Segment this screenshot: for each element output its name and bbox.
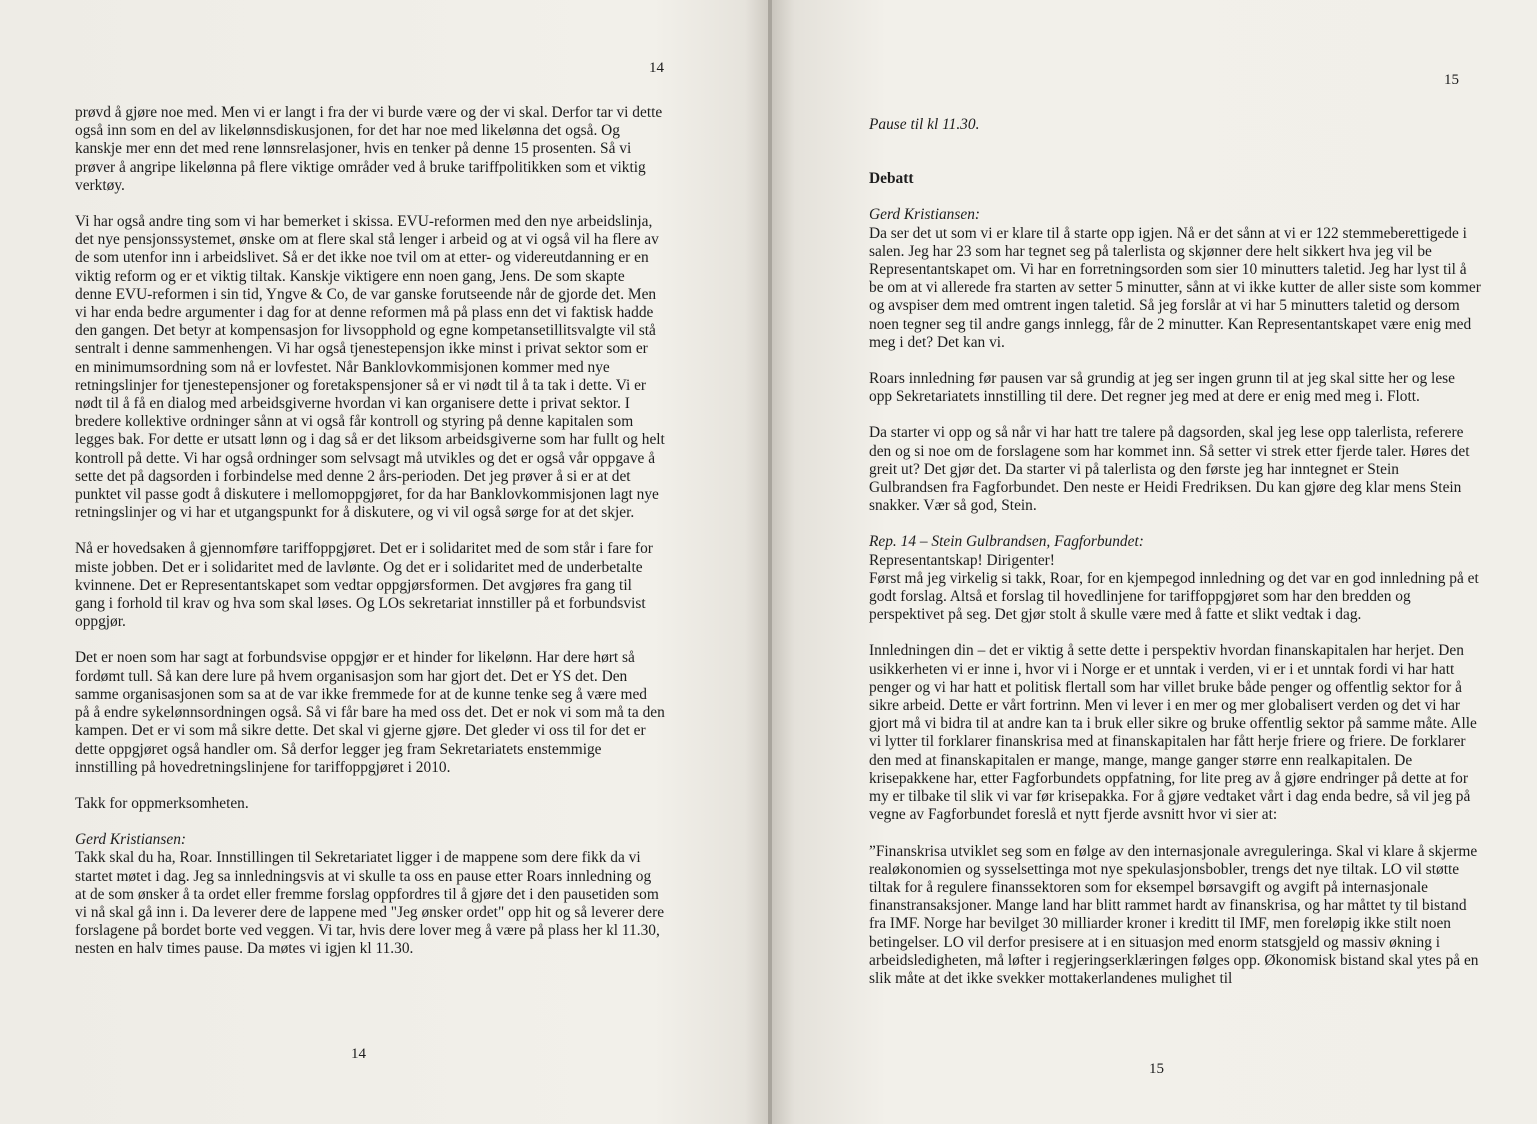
paragraph: Nå er hovedsaken å gjennomføre tariffoppgjøret. Det er i solidaritet med de som står i fare for miste jobben. Det er i solidaritet med de lavlønte. Og det er i solidaritet med de underbetalte kvinnene. Det er Representantskapet som vedtar oppgjørsformen. Det avgjøres fra gang til gang i forhold til krav og hva som skal løses. Og LOs sekretariat innstiller på et forbundsvist oppgjør. [75,540,653,631]
page-number-top: 15 [1444,72,1459,88]
speaker-text: Da ser det ut som vi er klare til å starte opp igjen. Nå er det sånn at vi er 122 stemmeberettigede i salen. Jeg har 23 som har tegnet seg på talerlista og skjønner dere helt sikkert hva jeg vil be Representantskapet om. Vi har en forretningsorden som sier 10 minutters taletid. Jeg har lyst til å be om at vi allerede fra starten av setter 5 minutter, sånn at vi ikke kutter de aller siste som kommer og avspiser dem med omtrent ingen taletid. Så jeg forslår at vi har 5 minutters taletid og dersom noen tegner seg til andre gangs innlegg, får de 2 minutter. Kan Representantskapet være enig med meg i det? Det kan vi. [869,224,1481,351]
speaker-block [869,206,1481,352]
speaker-name: Rep. 14 – Stein Gulbrandsen, Fagforbundet: [869,533,1144,551]
speaker-block [869,533,1481,624]
speaker-text: Takk skal du ha, Roar. Innstillingen til Sekretariatet ligger i de mappene som dere fikk da vi startet møtet i dag. Jeg sa innledningsvis at vi skulle ta oss en pause etter Roars innledning og at de som ønsker å ta ordet eller fremme forslag oppfordres til å gjøre det i den pausetiden som vi nå skal gå inn i. Da leverer dere de lappene med "Jeg ønsker ordet" opp hit og så leverer dere forslagene på bordet borte ved veggen. Vi tar, hvis dere lover meg å være på plass her kl 11.30, nesten en halv times pause. Da møtes vi igjen kl 11.30. [75,849,665,958]
right-page [772,0,1537,1124]
right-page-text [869,116,1481,988]
paragraph: Roars innledning før pausen var så grundig at jeg ser ingen grunn til at jeg skal sitte her og lese opp Sekretariatets innstilling til dere. Det regner jeg med at dere er enig med meg i. Flott. [869,370,1455,406]
paragraph: Takk for oppmerksomheten. [75,794,249,812]
speaker-greeting: Representantskap! Dirigenter! [869,551,1055,569]
paragraph: Vi har også andre ting som vi har bemerket i skissa. EVU-reformen med den nye arbeidslinja, det nye pensjonssystemet, ønske om at flere skal stå lenger i arbeid og at vi også vil ha flere av de som utenfor inn i arbeidslivet. Så er det ikke noe tvil om at etter- og videreutdanning er en viktig reform og er et viktig tiltak. Kanskje viktigere enn noen gang, Jens. De som skapte denne EVU-reformen i sin tid, Yngve & Co, de var ganske forutseende når de gjorde det. Men vi har enda bedre argumenter i dag for at denne reformen må på plass enn det vi faktisk hadde den gangen. Det betyr at kompensasjon for livsopphold og egne kompetansetillitsvalgte vil stå sentralt i denne sammenhengen. Vi har også tjenestepensjon ikke minst i privat sektor som er en minimumsordning som nå er lovfestet. Når Banklovkommisjonen kommer med nye retningslinjer for tjenestepensjoner og foretakspensjoner så er vi nødt til å ta tak i dette. Vi er nødt til å få en dialog med arbeidsgiverne hvordan vi kan organisere dette i privat sektor. I bredere kollektive ordninger sånn at vi også får kontroll og styring på denne kapitalen som legges bak. For dette er utsatt lønn og i dag så er det liksom arbeidsgiverne som har fullt og helt kontroll på dette. Vi har også ordninger som selvsagt må utvikles og det er også vår oppgave å sette det på dagsorden i forbindelse med denne 2 års-perioden. Det jeg prøver å si er at det punktet vil passe godt å diskutere i mellomoppgjøret, for da har Banklovkommisjonen lagt nye retningslinjer og vi har et utgangspunkt for å diskutere, og vi vil også sørge for at det skjer. [75,213,665,522]
page-number-bottom: 14 [351,1046,366,1062]
left-page [0,0,768,1124]
paragraph: Da starter vi opp og så når vi har hatt tre talere på dagsorden, skal jeg lese opp talerlista, referere den og si noe om de forslagene som har kommet inn. Så setter vi strek etter fjerde taler. Høres det greit ut? Det gjør det. Da starter vi på talerlista og den første jeg har inntegnet er Stein Gulbrandsen fra Fagforbundet. Den neste er Heidi Fredriksen. Du kan gjøre deg klar mens Stein snakker. Vær så god, Stein. [869,424,1470,515]
pause-note: Pause til kl 11.30. [869,116,980,133]
paragraph: Det er noen som har sagt at forbundsvise oppgjør er et hinder for likelønn. Har dere hørt så fordømt tull. Så kan dere lure på hvem organisasjon som har gjort det. Det er YS det. Den samme organisasjonen som sa at de var ikke fremmede for at de kunne tenke seg å være med på å endre sykelønnsordningen også. Så vi får bare ha med oss det. Det er nok vi som må ta den kampen. Det er vi som må sikre dette. Det skal vi gjerne gjøre. Det gleder vi oss til for det er dette oppgjøret også handler om. Så derfor legger jeg fram Sekretariatets enstemmige innstilling på hovedretningslinjene for tariffoppgjøret i 2010. [75,649,665,776]
speaker-name: Gerd Kristiansen: [869,206,981,224]
page-number-bottom: 15 [1149,1061,1164,1077]
paragraph: ”Finanskrisa utviklet seg som en følge av den internasjonale avreguleringa. Skal vi klare å skjerme realøkonomien og sysselsettinga mot nye spekulasjonsbobler, trengs det nye tiltak. LO vil støtte tiltak for å regulere finanssektoren som for eksempel børsavgift og avgift på internasjonale finanstransaksjoner. Mange land har blitt rammet hardt av finanskrisa, og har måttet ty til bistand fra IMF. Norge har bevilget 30 milliarder kroner i kreditt til IMF, men foreløpig ikke stilt noen betingelser. LO vil derfor presisere at i en situasjon med enorm statsgjeld og massiv økning i arbeidsledigheten, må løfter i regjeringserklæringen følges opp. Økonomisk bistand skal ytes på en slik måte at det ikke svekker mottakerlandenes mulighet til [869,842,1479,987]
section-heading: Debatt [869,170,914,188]
page-number-top: 14 [649,60,664,76]
speaker-name: Gerd Kristiansen: [75,831,187,849]
speaker-block [75,831,665,958]
speaker-text: Først må jeg virkelig si takk, Roar, for en kjempegod innledning og det var en god innledning på et godt forslag. Altså et forslag til hovedlinjene for tariffoppgjøret som har den bredden og perspektivet på seg. Det gjør stolt å skulle være med å fatte et slikt vedtak i dag. [869,569,1479,624]
left-page-text [75,104,665,959]
paragraph: prøvd å gjøre noe med. Men vi er langt i fra der vi burde være og der vi skal. Derfor tar vi dette også inn som en del av likelønnsdiskusjonen, for det har noe med likelønna det også. Og kanskje mer enn det med rene lønnsrelasjoner, hvis en tenker på denne 15 prosenten. Så vi prøver å angripe likelønna på flere viktige områder ved å bruke tariffpolitikken som et viktig verktøy. [75,104,663,194]
paragraph: Innledningen din – det er viktig å sette dette i perspektiv hvordan finanskapitalen har herjet. Den usikkerheten vi er inne i, hvor vi i Norge er et unntak i verden, vi er i et unntak fordi vi har hatt penger og vi har hatt et politisk flertall som har villet bruke både penger og offentlig sektor for å sikre arbeid. Dette er vårt fortrinn. Men vi lever i en mer og mer globalisert verden og det vi har gjort må vi bidra til at andre kan ta i bruk eller sikre og bruke offentlig sektor på samme måte. Alle vi lytter til forklarer finanskrisa med at finanskapitalen har fått herje friere og friere. De forklarer den med at finanskapitalen er mange, mange, mange ganger større enn realkapitalen. De krisepakkene har, etter Fagforbundets oppfatning, for lite preg av å gjøre endringer på dette at for my er tilbake til slik vi var før krisepakka. For å gjøre vedtaket vårt i dag enda bedre, så vil jeg på vegne av Fagforbundet foreslå et nytt fjerde avsnitt hvor vi sier at: [869,642,1477,824]
